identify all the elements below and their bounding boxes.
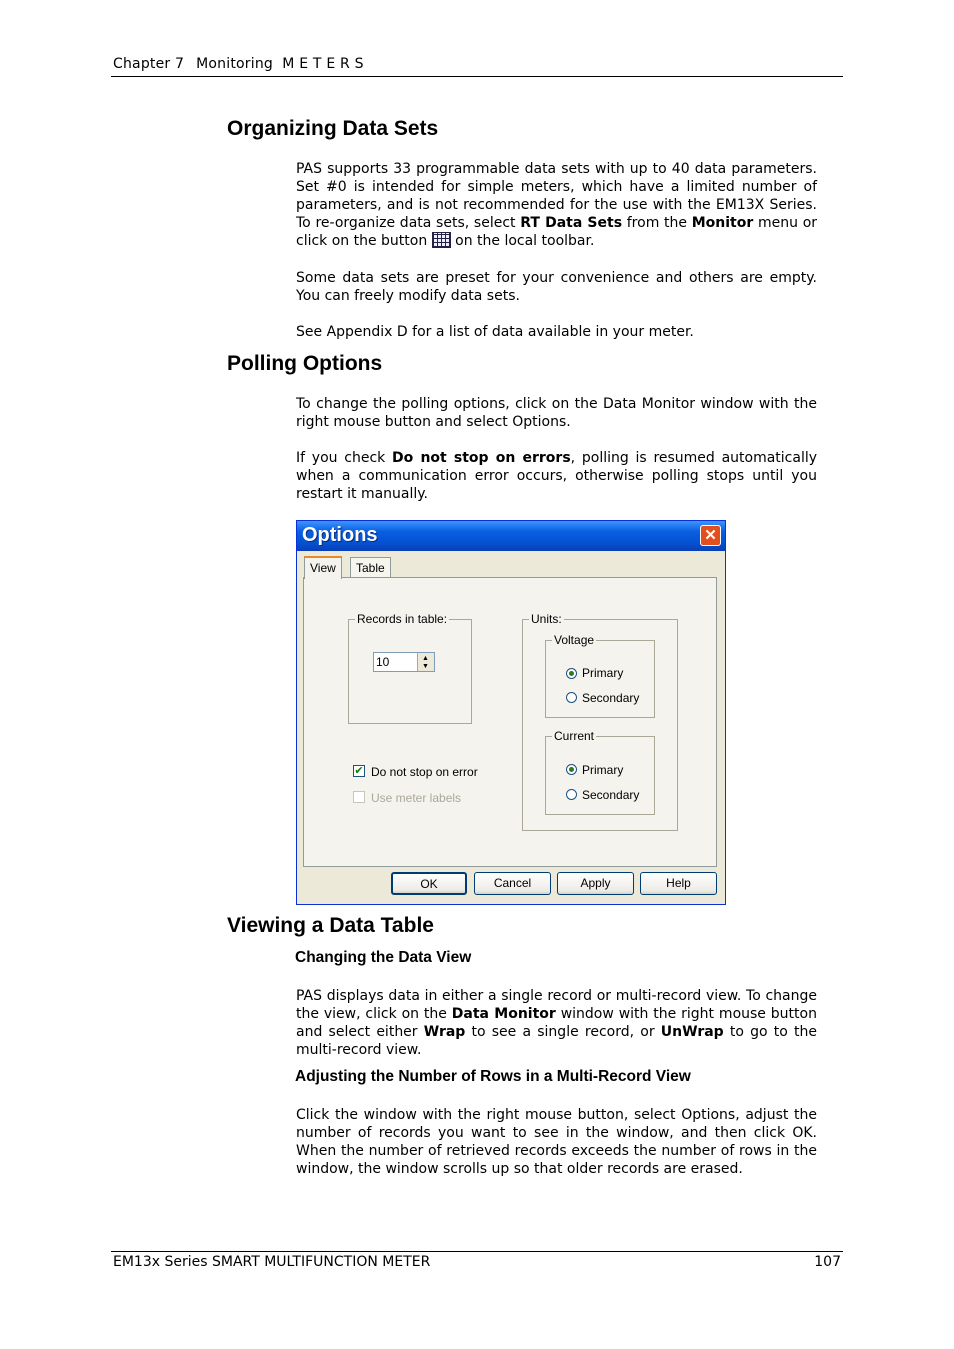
records-value: 10 [376,655,390,669]
chapter-label: Chapter 7 [113,56,185,72]
voltage-secondary-label: Secondary [582,691,640,705]
footer-rule [111,1251,843,1252]
current-primary-label: Primary [582,763,624,777]
arrow-up-icon[interactable]: ▲ [422,655,429,662]
records-label: Records in table: [357,612,448,626]
dialog-title: Options [302,524,378,546]
page-number: 107 [814,1254,841,1270]
tab-table[interactable]: Table [350,557,391,578]
section-title-viewing: Viewing a Data Table [227,914,434,937]
section-title-polling: Polling Options [227,352,383,375]
use-meter-labels-label: Use meter labels [371,791,462,805]
header-rule [111,76,843,77]
dialog-titlebar [297,521,725,551]
data-sets-grid-icon [432,232,451,248]
options-dialog [296,520,726,905]
current-secondary-label: Secondary [582,788,640,802]
records-stepper[interactable] [373,652,435,672]
organizing-paragraph-2: Some data sets are preset for your convenience and others are empty. You can freely modify data sets. [296,270,817,304]
footer-product: EM13x Series SMART MULTIFUNCTION METER [113,1254,431,1270]
current-primary-radio[interactable] [566,764,577,775]
help-button[interactable]: Help [640,872,717,895]
current-secondary-radio[interactable] [566,789,577,800]
subsection-title-changing-view: Changing the Data View [295,949,472,966]
apply-button[interactable]: Apply [557,872,634,895]
voltage-label: Voltage [554,633,595,647]
viewing-paragraph-2: Click the window with the right mouse button, select Options, adjust the number of records you want to see in the window, and then click OK. When the number of retrieved records exceeds the number of rows in the window, the window scrolls up so that older records are erased. [296,1107,817,1177]
polling-paragraph-2: If you check Do not stop on errors, polling is resumed automatically when a communication error occurs, otherwise polling stops until you restart it manually. [296,450,818,502]
current-label: Current [554,729,595,743]
close-icon[interactable]: ✕ [700,525,721,546]
records-group [348,612,472,724]
units-group [522,612,678,831]
stepper-arrows[interactable] [417,653,434,671]
current-group [545,729,655,815]
do-not-stop-label: Do not stop on error [371,765,478,779]
ok-button[interactable]: OK [391,872,467,895]
voltage-secondary-radio[interactable] [566,692,577,703]
arrow-down-icon[interactable]: ▼ [422,663,429,670]
voltage-group [545,633,655,718]
cancel-button[interactable]: Cancel [474,872,551,895]
running-header [113,56,364,72]
section-title-organizing: Organizing Data Sets [227,117,439,140]
do-not-stop-checkbox[interactable]: ✔ [354,765,364,777]
units-label: Units: [531,612,562,626]
use-meter-labels-checkbox [353,791,365,803]
organizing-paragraph-3: See Appendix D for a list of data available in your meter. [296,324,694,340]
tab-view[interactable]: View [304,556,342,579]
viewing-paragraph-1: PAS displays data in either a single record or multi-record view. To change the view, click on the Data Monitor window with the right mouse button and select either Wrap to see a single record, or UnWrap to go to the multi-record view. [296,988,817,1058]
tab-panel-view [303,577,717,867]
voltage-primary-radio[interactable] [566,668,577,679]
chapter-title: Monitoring M E T E R S [196,56,364,72]
voltage-primary-label: Primary [582,666,624,680]
subsection-title-adjusting-rows: Adjusting the Number of Rows in a Multi-Record View [295,1068,691,1085]
organizing-paragraph-1: PAS supports 33 programmable data sets with up to 40 data parameters. Set #0 is intended for simple meters, which have a limited number of parameters, and is not recommended for the use with the EM13X Series. To re-organize data sets, select RT Data Sets from the Monitor menu or click on the button on the local toolbar. [296,161,818,249]
polling-paragraph-1: To change the polling options, click on the Data Monitor window with the right mouse button and select Options. [296,396,817,430]
